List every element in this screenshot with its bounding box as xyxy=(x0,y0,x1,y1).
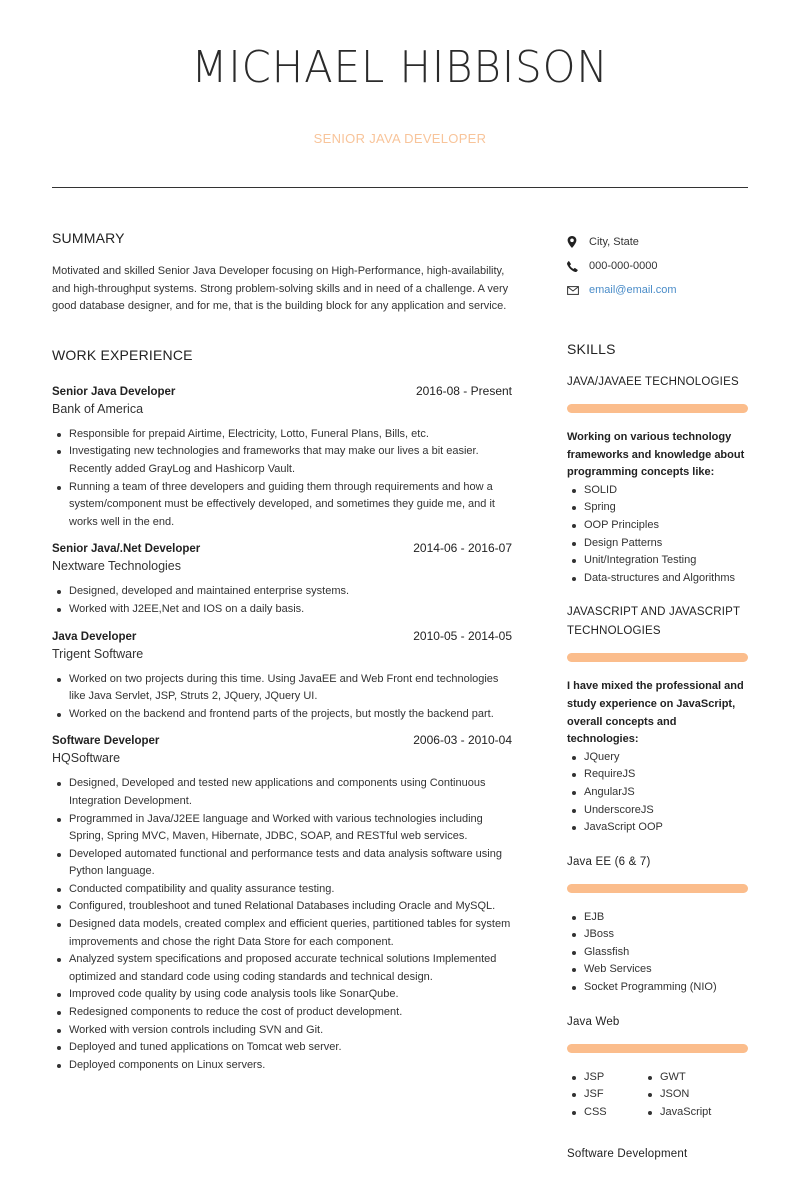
skill-items-columns xyxy=(567,1069,748,1122)
skill-items xyxy=(567,749,748,837)
job-entry xyxy=(52,629,512,724)
list-item: Designed data models, created complex and efficient queries, partitioned tables for system improvements and chose the right Data Store for each component. xyxy=(52,916,512,951)
skills-heading: SKILLS xyxy=(567,341,616,357)
skill-group xyxy=(567,603,748,836)
sidebar-column xyxy=(567,230,748,1180)
list-item: Web Services xyxy=(567,961,748,979)
list-item: Designed, developed and maintained enterprise systems. xyxy=(52,583,512,601)
list-item: CSS xyxy=(567,1104,643,1122)
skill-group xyxy=(567,1013,748,1122)
list-item: JQuery xyxy=(567,749,748,767)
skill-level-bar xyxy=(567,653,748,662)
skill-name: Software Development xyxy=(567,1148,688,1161)
skill-name: Java Web xyxy=(567,1015,620,1028)
skill-name: JAVASCRIPT AND JAVASCRIPT TECHNOLOGIES xyxy=(567,606,741,638)
header-divider xyxy=(52,187,748,188)
list-item: RequireJS xyxy=(567,766,748,784)
list-item: JSP xyxy=(567,1069,643,1087)
email-link[interactable]: email@email.com xyxy=(589,284,677,296)
skill-level-bar xyxy=(567,404,748,413)
list-item: Design Patterns xyxy=(567,535,748,553)
job-title: Software Developer xyxy=(52,735,160,748)
skill-level-bar xyxy=(567,1044,748,1053)
skill-group xyxy=(567,1145,748,1164)
contact-phone-text: 000-000-0000 xyxy=(589,260,658,272)
summary-text: Motivated and skilled Senior Java Developer focusing on High-Performance, high-availability, and high-throughput systems. Strong problem-solving skills and in need of a challenge. A very good database designer, and for me, that is the building block for any application and service. xyxy=(52,265,509,313)
job-bullets xyxy=(52,583,512,618)
main-column xyxy=(52,230,512,1084)
list-item: Running a team of three developers and guiding them through requirements and how a system/component must be effectively developed, and sometimes they guide me, and it works well in the end. xyxy=(52,479,512,532)
map-pin-icon xyxy=(567,236,589,248)
list-item: Worked on the backend and frontend parts of the projects, but mostly the backend part. xyxy=(52,706,512,724)
job-dates: 2016-08 - Present xyxy=(415,383,512,398)
work-experience-heading: WORK EXPERIENCE xyxy=(52,346,193,363)
job-company: Bank of America xyxy=(52,401,144,416)
job-dates: 2010-05 - 2014-05 xyxy=(413,628,512,643)
list-item: Glassfish xyxy=(567,944,748,962)
contact-location xyxy=(567,230,748,254)
skill-level-bar xyxy=(567,884,748,893)
list-item: JavaScript OOP xyxy=(567,819,748,837)
job-bullets xyxy=(52,426,512,532)
list-item: Worked on two projects during this time. Using JavaEE and Web Front end technologies like Java Servlet, JSP, Struts 2, JQuery, JQuery UI. xyxy=(52,671,512,706)
list-item: Spring xyxy=(567,499,748,517)
list-item: GWT xyxy=(643,1069,719,1087)
list-item: UnderscoreJS xyxy=(567,802,748,820)
list-item: Unit/Integration Testing xyxy=(567,552,748,570)
summary-heading: SUMMARY xyxy=(52,230,125,246)
skill-description: Working on various technology frameworks and knowledge about programming concepts like: xyxy=(567,431,745,479)
skill-items xyxy=(567,909,748,997)
list-item: Conducted compatibility and quality assurance testing. xyxy=(52,881,512,899)
skill-items xyxy=(567,1069,643,1122)
candidate-name: MICHAEL HIBBISON xyxy=(191,42,609,93)
job-dates: 2014-06 - 2016-07 xyxy=(413,541,512,556)
job-title: Senior Java/.Net Developer xyxy=(52,543,201,556)
list-item: Worked with version controls including SVN and Git. xyxy=(52,1022,512,1040)
list-item: Responsible for prepaid Airtime, Electricity, Lotto, Funeral Plans, Bills, etc. xyxy=(52,426,512,444)
job-title: Java Developer xyxy=(52,630,137,643)
job-entry xyxy=(52,733,512,1074)
list-item: Developed automated functional and performance tests and data analysis software using Python language. xyxy=(52,846,512,881)
phone-icon xyxy=(567,261,589,272)
job-company: HQSoftware xyxy=(52,751,121,766)
contact-phone xyxy=(567,254,748,278)
list-item: Programmed in Java/J2EE language and Worked with various technologies including Spring, Spring MVC, Maven, Hibernate, JDBC, SOAP, and RESTful web services. xyxy=(52,811,512,846)
job-bullets xyxy=(52,671,512,724)
contact-location-text: City, State xyxy=(589,236,639,248)
list-item: JSF xyxy=(567,1086,643,1104)
job-title: Senior Java Developer xyxy=(52,385,176,398)
envelope-icon xyxy=(567,286,589,295)
job-entry xyxy=(52,541,512,618)
list-item: AngularJS xyxy=(567,784,748,802)
skill-name: Java EE (6 & 7) xyxy=(567,855,651,868)
list-item: OOP Principles xyxy=(567,517,748,535)
list-item: Designed, Developed and tested new applications and components using Continuous Integration Development. xyxy=(52,775,512,810)
skill-group xyxy=(567,373,748,587)
list-item: JSON xyxy=(643,1086,719,1104)
contact-email xyxy=(567,278,748,302)
list-item: Redesigned components to reduce the cost of product development. xyxy=(52,1004,512,1022)
list-item: Improved code quality by using code analysis tools like SonarQube. xyxy=(52,986,512,1004)
list-item: Socket Programming (NIO) xyxy=(567,979,748,997)
list-item: JavaScript xyxy=(643,1104,719,1122)
list-item: Deployed and tuned applications on Tomcat web server. xyxy=(52,1039,512,1057)
list-item: JBoss xyxy=(567,926,748,944)
list-item: EJB xyxy=(567,909,748,927)
skill-group xyxy=(567,853,748,997)
list-item: Configured, troubleshoot and tuned Relational Databases including Oracle and MySQL. xyxy=(52,898,512,916)
list-item: Deployed components on Linux servers. xyxy=(52,1057,512,1075)
list-item: SOLID xyxy=(567,482,748,500)
list-item: Data-structures and Algorithms xyxy=(567,570,748,588)
job-entry xyxy=(52,384,512,532)
list-item: Analyzed system specifications and proposed accurate technical solutions Implemented optimized and standard code using coding standards and technical design. xyxy=(52,951,512,986)
job-company: Trigent Software xyxy=(52,646,144,661)
job-company: Nextware Technologies xyxy=(52,559,182,574)
job-dates: 2006-03 - 2010-04 xyxy=(413,733,512,748)
skill-items xyxy=(643,1069,719,1122)
skill-description: I have mixed the professional and study experience on JavaScript, overall concepts and technologies: xyxy=(567,680,744,746)
list-item: Investigating new technologies and frameworks that may make our lives a bit easier. Recently added GrayLog and Hashicorp Vault. xyxy=(52,443,512,478)
skill-items xyxy=(567,482,748,588)
list-item: Worked with J2EE,Net and IOS on a daily basis. xyxy=(52,601,512,619)
skill-name: JAVA/JAVAEE TECHNOLOGIES xyxy=(567,376,739,388)
job-bullets xyxy=(52,775,512,1074)
candidate-title: SENIOR JAVA DEVELOPER xyxy=(313,131,487,146)
